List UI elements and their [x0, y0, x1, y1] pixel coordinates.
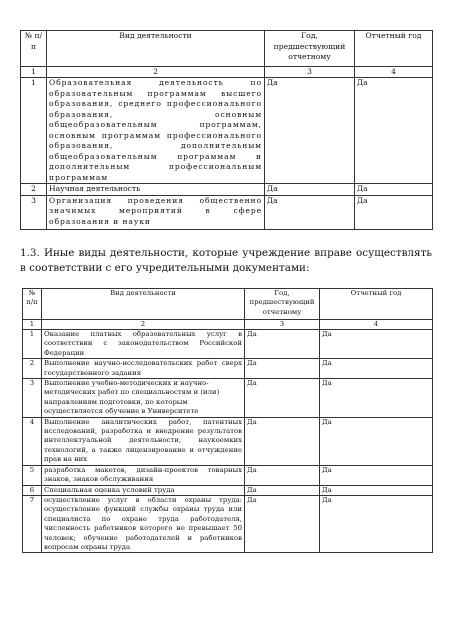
report-year-cell: Да	[355, 195, 433, 229]
row-number: 7	[23, 495, 42, 552]
report-year-cell: Да	[320, 417, 433, 465]
report-year-cell: Да	[320, 359, 433, 379]
row-number: 5	[23, 465, 42, 485]
prev-year-cell: Да	[245, 417, 320, 465]
prev-year-cell: Да	[245, 465, 320, 485]
row-number: 3	[23, 379, 42, 418]
row-number: 1	[23, 330, 42, 359]
activity-cell: Оказание платных образовательных услуг в соответствии с законодательством Российской Федерации	[42, 330, 245, 359]
prev-year-cell: Да	[245, 495, 320, 552]
table-row	[21, 195, 433, 229]
table-row	[23, 379, 433, 418]
column-number: 3	[265, 67, 355, 78]
table-row	[23, 417, 433, 465]
report-year-cell: Да	[320, 379, 433, 418]
prev-year-cell: Да	[245, 379, 320, 418]
table-row	[21, 78, 433, 184]
prev-year-cell: Да	[245, 359, 320, 379]
row-number: 4	[23, 417, 42, 465]
table-row	[23, 330, 433, 359]
col-prev-year-header: Год, предшествующий отчетному	[245, 289, 320, 320]
prev-year-cell: Да	[245, 485, 320, 495]
activity-cell: осуществление услуг в области охраны труда: осуществление функций службы охраны труда или специалиста по охране труда работодателя, численность работников которого не превышает 50 человек; обучение работодателей и работников вопросам охраны труда	[42, 495, 245, 552]
row-number: 1	[21, 78, 47, 184]
report-year-cell: Да	[320, 485, 433, 495]
activity-cell: Образовательная деятельность по образовательным программам высшего образования, среднего профессионального образования, основным общеобразовательным программам, основным программам профессионального образования, дополнительным общеобразовательным программам и дополнительным профессиональным программам	[47, 78, 265, 184]
col-activity-header: Вид деятельности	[42, 289, 245, 320]
table-row	[23, 465, 433, 485]
prev-year-cell: Да	[245, 330, 320, 359]
activities-table	[20, 30, 433, 230]
table-row	[23, 359, 433, 379]
report-year-cell: Да	[320, 465, 433, 485]
col-number-header: № п/п	[21, 31, 47, 67]
activity-cell: Специальная оценка условий труда	[42, 485, 245, 495]
column-number: 3	[245, 320, 320, 330]
column-numbering-row	[21, 67, 433, 78]
column-number: 2	[47, 67, 265, 78]
col-report-year-header: Отчетный год	[355, 31, 433, 67]
section-heading: 1.3. Иные виды деятельности, которые учреждение вправе осуществлять в соответствии с его учредительными документами:	[20, 247, 432, 274]
column-number: 1	[21, 67, 47, 78]
row-number: 2	[21, 184, 47, 196]
table-row	[23, 485, 433, 495]
row-number: 2	[23, 359, 42, 379]
activity-cell: Организация проведения общественно значимых мероприятий в сфере образования и науки	[47, 195, 265, 229]
report-year-cell: Да	[320, 495, 433, 552]
column-number: 1	[23, 320, 42, 330]
col-prev-year-header: Год, предшествующий отчетному	[265, 31, 355, 67]
prev-year-cell: Да	[265, 184, 355, 196]
report-year-cell: Да	[355, 184, 433, 196]
other-activities-table	[22, 288, 433, 553]
prev-year-cell: Да	[265, 78, 355, 184]
table-row	[21, 184, 433, 196]
report-year-cell: Да	[355, 78, 433, 184]
column-numbering-row	[23, 320, 433, 330]
prev-year-cell: Да	[265, 195, 355, 229]
column-number: 2	[42, 320, 245, 330]
table-row	[23, 495, 433, 552]
activity-cell: разработка макетов, дизайн-проектов товарных знаков, знаков обслуживания	[42, 465, 245, 485]
table-header-row	[23, 289, 433, 320]
column-number: 4	[320, 320, 433, 330]
report-year-cell: Да	[320, 330, 433, 359]
row-number: 3	[21, 195, 47, 229]
activity-cell: Выполнение учебно-методических и научно-методических работ по специальностям и (или) направлениям подготовки, по которым осуществляется обучение в Университете	[42, 379, 245, 418]
column-number: 4	[355, 67, 433, 78]
row-number: 6	[23, 485, 42, 495]
activity-cell: Научная деятельность	[47, 184, 265, 196]
table-header-row	[21, 31, 433, 67]
col-number-header: № п/п	[23, 289, 42, 320]
col-report-year-header: Отчетный год	[320, 289, 433, 320]
activity-cell: Выполнение научно-исследовательских работ сверх государственного задания	[42, 359, 245, 379]
activity-cell: Выполнение аналитических работ, патентных исследований, разработка и внедрение результатов интеллектуальной деятельности, наукоемких технологий, а также лицензирование и отчуждение прав на них	[42, 417, 245, 465]
col-activity-header: Вид деятельности	[47, 31, 265, 67]
